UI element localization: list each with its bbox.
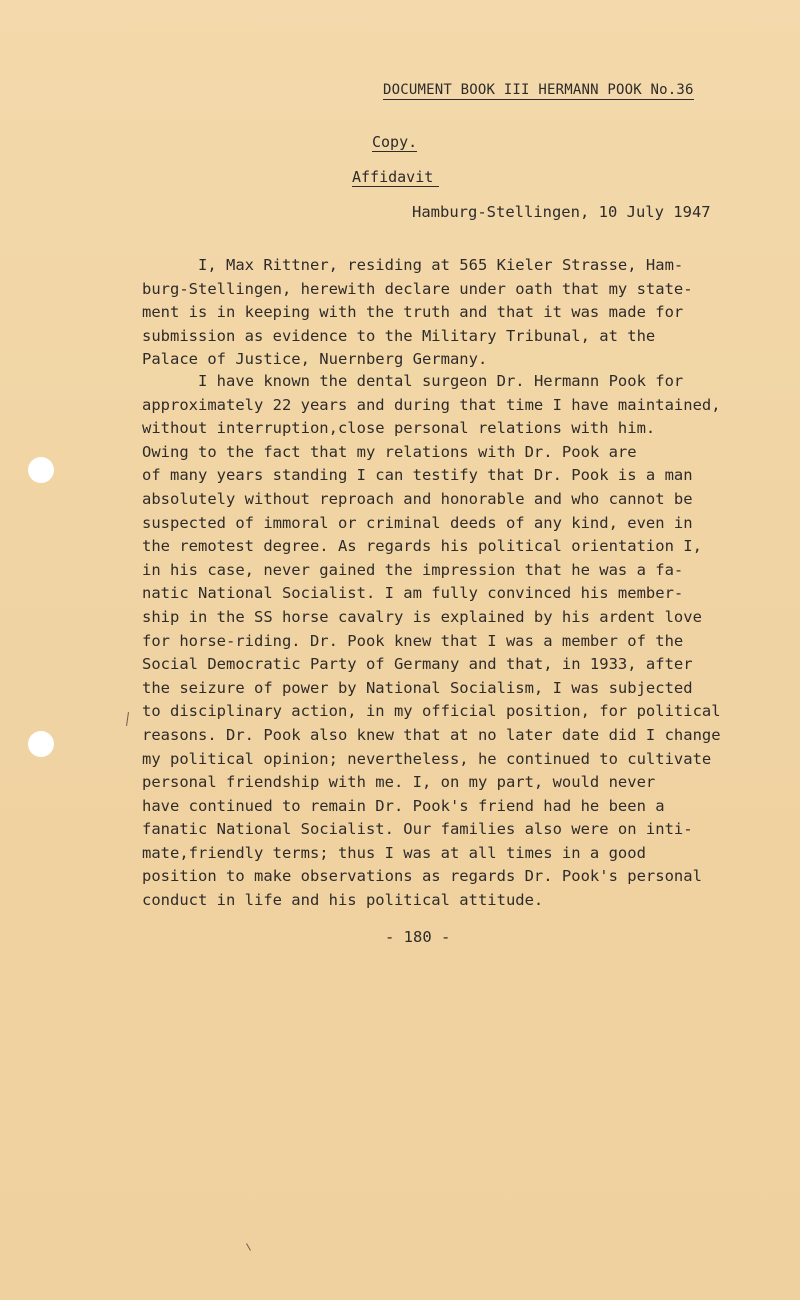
punch-hole-bottom	[28, 731, 54, 757]
text-line: to disciplinary action, in my official position, for political	[142, 702, 721, 721]
text-line: mate,friendly terms; thus I was at all times in a good	[142, 843, 646, 862]
text-line: I have known the dental surgeon Dr. Hermann Pook for	[198, 372, 684, 390]
text-line: Social Democratic Party of Germany and that, in 1933, after	[142, 655, 693, 674]
text-line: the remotest degree. As regards his political orientation I,	[142, 537, 702, 556]
text-line: conduct in life and his political attitude.	[142, 891, 544, 910]
copy-label: Copy.	[372, 133, 418, 151]
text-line: personal friendship with me. I, on my part, would never	[142, 773, 656, 792]
text-line: absolutely without reproach and honorable and who cannot be	[142, 489, 693, 508]
text-line: Owing to the fact that my relations with Dr. Pook are	[142, 442, 637, 461]
stray-pen-mark	[126, 712, 129, 726]
text-line: submission as evidence to the Military Tribunal, at the	[142, 326, 656, 345]
punch-hole-top	[28, 457, 54, 483]
text-line: ment is in keeping with the truth and that it was made for	[142, 303, 684, 322]
stray-pen-mark	[246, 1243, 251, 1250]
text-line: in his case, never gained the impression that he was a fa-	[142, 560, 684, 579]
text-line: natic National Socialist. I am fully convinced his member-	[142, 584, 684, 603]
document-title: Affidavit	[352, 168, 439, 187]
text-line: position to make observations as regards Dr. Pook's personal	[142, 867, 702, 886]
text-line: fanatic National Socialist. Our families also were on inti-	[142, 820, 693, 839]
text-line: for horse-riding. Dr. Pook knew that I was a member of the	[142, 631, 684, 650]
text-line: the seizure of power by National Socialism, I was subjected	[142, 678, 693, 697]
paragraph-declaration	[142, 254, 782, 372]
text-line: reasons. Dr. Pook also knew that at no later date did I change	[142, 725, 721, 744]
text-line: suspected of immoral or criminal deeds of any kind, even in	[142, 513, 693, 532]
text-line: approximately 22 years and during that time I have maintained,	[142, 395, 721, 414]
page-number: - 180 -	[385, 928, 451, 946]
text-line: of many years standing I can testify that Dr. Pook is a man	[142, 466, 693, 485]
text-line: burg-Stellingen, herewith declare under oath that my state-	[142, 279, 693, 298]
text-line: ship in the SS horse cavalry is explained by his ardent love	[142, 607, 702, 626]
place-and-date: Hamburg-Stellingen, 10 July 1947	[412, 203, 711, 221]
text-line: I, Max Rittner, residing at 565 Kieler Strasse, Ham-	[198, 256, 684, 274]
text-line: without interruption,close personal relations with him.	[142, 419, 656, 438]
paragraph-testimony	[142, 370, 782, 913]
text-line: my political opinion; nevertheless, he continued to cultivate	[142, 749, 712, 768]
text-line: have continued to remain Dr. Pook's friend had he been a	[142, 796, 665, 815]
document-reference: DOCUMENT BOOK III HERMANN POOK No.36	[383, 82, 694, 98]
text-line: Palace of Justice, Nuernberg Germany.	[142, 350, 488, 369]
